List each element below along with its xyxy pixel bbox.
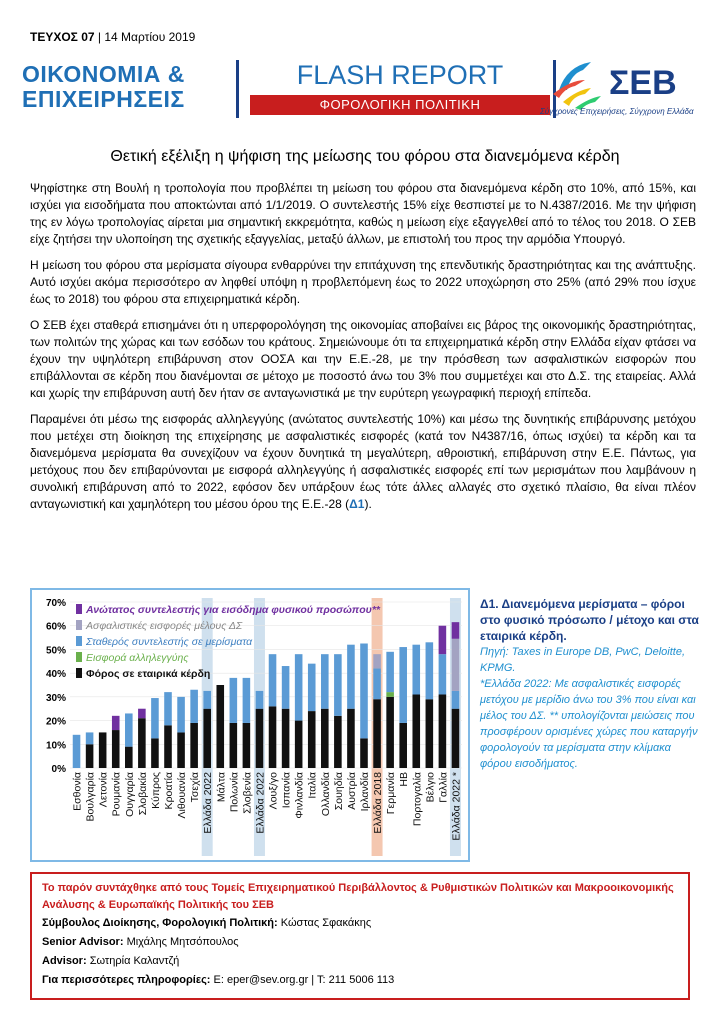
- bar-segment: [112, 730, 120, 768]
- category-label: Ισπανία: [280, 772, 293, 809]
- footer-adv-label: Advisor:: [42, 955, 87, 967]
- bar-segment: [452, 639, 460, 691]
- bar-segment: [125, 747, 133, 768]
- y-tick-label: 50%: [45, 645, 66, 657]
- bar-segment: [347, 645, 355, 709]
- paragraph-4-text: Παραμένει ότι μέσω της εισφοράς αλληλεγγύης (ανώτατος συντελεστής 10%) και μέσω της δυνητικής επιβάρυνσης μετόχου που μετέχει στη διοίκηση της επιχείρησης με ασφαλιστικές εισφορές (κατά τον N4387/16, όπως ισχύει) τα κέρδη και τα διανεμόμενα μερίσματα θα συνεχίζουν να έχουν δυνητικά τη μεγαλύτερη, αθροιστική, επιβάρυνση στην Ε.Ε. Πάντως, για μετόχους που δεν επιβαρύνονται με εισφορά αλληλεγγύης ή ασφαλιστικές εισφορές επί των μερισμάτων που λαμβάνουν η συνολική επιβάρυνση από το 2022, εφόσον δεν υπάρξουν έως τότε άλλες αλλαγές στο σχετικό πλαίσιο, θα είναι πλέον ανταγωνιστική και χαμηλότερη του μέσου όρου της Ε.Ε.-28 (: [30, 412, 696, 511]
- category-label: Φινλανδία: [293, 772, 306, 819]
- y-tick-label: 20%: [45, 716, 66, 728]
- legend-swatch: [76, 668, 82, 678]
- category-label: Πορτογαλία: [411, 772, 424, 827]
- figure-caption: [480, 596, 700, 772]
- bar-segment: [86, 744, 94, 768]
- bar-segment: [269, 654, 277, 706]
- bar-segment: [334, 716, 342, 768]
- y-tick-label: 30%: [45, 692, 66, 704]
- category-label: Ιταλία: [306, 772, 319, 799]
- bar-segment: [386, 652, 394, 692]
- y-tick-label: 60%: [45, 621, 66, 633]
- category-label: ΗΒ: [398, 772, 411, 787]
- stacked-bar-chart: [32, 590, 468, 860]
- figure-caption-title: Δ1. Διανεμόμενα μερίσματα – φόροι στο φυσικό πρόσωπο / μέτοχο και στα εταιρικά κέρδη.: [480, 597, 699, 643]
- category-label: Κροατία: [163, 772, 175, 810]
- category-label: Μάλτα: [215, 772, 228, 803]
- category-label: Κύπρος: [149, 772, 162, 809]
- bar-segment: [256, 709, 264, 768]
- bar-segment: [347, 709, 355, 768]
- footer-box: [30, 872, 690, 1000]
- footer-info-value: E: eper@sev.org.gr | T: 211 5006 113: [213, 974, 395, 986]
- bar-segment: [282, 666, 290, 709]
- y-tick-label: 10%: [45, 740, 66, 752]
- chart-frame: [30, 588, 470, 862]
- bar-segment: [373, 654, 381, 668]
- figure-caption-note: *Ελλάδα 2022: Με ασφαλιστικές εισφορές μετόχου με μερίδιο άνω του 3% που είναι και μέλος του ΔΣ. ** υπολογίζονται μειώσεις που προσφέρουν ορισμένες χώρες που καταργήν φορολογούν τα μερίσματα στην κλίμακα φόρου εισοδήματος.: [480, 678, 698, 770]
- category-label: Σουηδία: [332, 772, 345, 811]
- bar-segment: [412, 694, 420, 768]
- bar-segment: [334, 654, 342, 716]
- category-label: Εσθονία: [71, 772, 84, 811]
- bar-segment: [412, 645, 420, 695]
- legend-label: Σταθερός συντελεστής σε μερίσματα: [86, 636, 253, 648]
- category-label: Βέλγιο: [424, 772, 437, 803]
- legend-label: Ανώτατος συντελεστής για εισόδημα φυσικού προσώπου**: [86, 604, 380, 616]
- footer-info: [42, 971, 678, 990]
- brand-line-1: ΟΙΚΟΝΟΜΙΑ &: [22, 61, 185, 87]
- category-label: Σλοβακία: [136, 772, 149, 816]
- bar-segment: [190, 690, 198, 723]
- category-label: Γαλλία: [437, 772, 450, 803]
- issue-info: [30, 30, 195, 44]
- category-label: Λουξ/γο: [267, 772, 280, 810]
- bar-segment: [216, 685, 224, 768]
- divider-left: [236, 60, 239, 118]
- bar-segment: [282, 709, 290, 768]
- footer-adv-name: Σωτηρία Καλαντζή: [89, 955, 180, 967]
- bar-segment: [138, 718, 146, 768]
- category-label: Ουγγαρία: [123, 772, 136, 817]
- bar-segment: [439, 626, 447, 654]
- category-label: Σλοβενία: [241, 772, 254, 814]
- bar-segment: [203, 709, 211, 768]
- bar-segment: [230, 678, 238, 723]
- bar-segment: [360, 738, 368, 768]
- category-label: Τσεχία: [189, 772, 202, 803]
- paragraph-3: Ο ΣΕΒ έχει σταθερά επισημάνει ότι η υπερφορολόγηση της οικονομίας αποβαίνει εις βάρος της οικονομικής δραστηριότητας, των πολιτών της χώρας και των εσόδων του κράτους. Σημειώνουμε ότι τα επιχειρηματικά κέρδη στην Ελλάδα είχαν φτάσει να έχουν την υψηλότερη επιβάρυνση στον ΟΟΣΑ και την Ε.Ε.-28, με την πρόσθεση των ασφαλιστικών εισφορών που επιβάλλονται σε κέρδη που διανέμονται σε μέτοχο με ποσοστό άνω του 3% που συμμετέχει και στο Δ.Σ. της εταιρείας. Αλλά και χωρίς την επιβάρυνση αυτή δεν ήταν σε ανταγωνιστικά με την ευρύτερη γεωγραφική περιοχή επίπεδα.: [30, 318, 696, 400]
- flash-subtitle: ΦΟΡΟΛΟΓΙΚΗ ΠΟΛΙΤΙΚΗ: [250, 95, 550, 115]
- bar-segment: [99, 732, 107, 768]
- footer-adv: [42, 952, 678, 971]
- bar-segment: [399, 723, 407, 768]
- bar-segment: [426, 699, 434, 768]
- bar-segment: [151, 738, 159, 768]
- paragraph-2: Η μείωση του φόρου στα μερίσματα σίγουρα ενθαρρύνει την επιτάχυνση της επενδυτικής δραστηριότητας και της ανάπτυξης. Αυτό ισχύει ακόμα περισσότερο αν ληφθεί υπόψη η προβλεπόμενη έως το 2022 υποχώρηση στο 25% (από 29% που ίσχυε έως το 2018) του φόρου στα επιχειρηματικά κέρδη.: [30, 258, 696, 306]
- legend-swatch: [76, 620, 82, 630]
- article-title: Θετική εξέλιξη η ψήφιση της μείωσης του φόρου στα διανεμόμενα κέρδη: [110, 148, 620, 165]
- legend-swatch: [76, 652, 82, 662]
- bar-segment: [295, 654, 303, 720]
- bar-segment: [439, 654, 447, 694]
- y-tick-label: 70%: [45, 598, 66, 609]
- bar-segment: [295, 721, 303, 768]
- footer-advisor-label: Σύμβουλος Διοίκησης, Φορολογική Πολιτική:: [42, 917, 278, 929]
- flash-title: FLASH REPORT: [296, 60, 504, 90]
- category-label: Πολωνία: [228, 772, 241, 813]
- paragraph-1: Ψηφίστηκε στη Βουλή η τροπολογία που προβλέπει τη μείωση του φόρου στα διανεμόμενα κέρδη στο 10%, από 15%, και ισχύει για εισοδήματα που αποκτώνται από 1/1/2019. Ο συντελεστής 15% είχε θεσπιστεί με το Ν.4387/2016. Με την ψήφιση της εν λόγω τροπολογίας αίρεται μια σημαντική εκκρεμότητα, καθώς η μείωση είχε εξαγγελθεί από το τέλος του 2018. Ο ΣΕΒ είχε ζητήσει την υλοποίηση της σχετικής εξαγγελίας, μεταξύ άλλων, με επιστολή του προς την αρμόδια Υπουργό.: [30, 181, 696, 246]
- bar-segment: [308, 711, 316, 768]
- brand-line-2: ΕΠΙΧΕΙΡΗΣΕΙΣ: [22, 86, 185, 112]
- bar-segment: [203, 691, 211, 709]
- bar-segment: [73, 735, 81, 768]
- category-label: Ολλανδία: [319, 772, 332, 817]
- bar-segment: [321, 709, 329, 768]
- bar-segment: [164, 692, 172, 725]
- bar-segment: [386, 692, 394, 697]
- bar-segment: [308, 664, 316, 711]
- logo-text: ΣΕΒ: [609, 64, 677, 102]
- footer-senior-name: Μιχάλης Μητσόπουλος: [126, 936, 239, 948]
- issue-date: | 14 Μαρτίου 2019: [97, 30, 196, 44]
- category-label: Ελλάδα 2022: [254, 772, 267, 834]
- bar-segment: [125, 713, 133, 746]
- legend-swatch: [76, 604, 82, 614]
- footer-advisor: [42, 914, 678, 933]
- bar-segment: [112, 716, 120, 730]
- category-label: Αυστρία: [345, 772, 358, 810]
- figure-caption-source: Πηγή: Taxes in Europe DB, PwC, Deloitte, KPMG.: [480, 646, 686, 674]
- category-label: Ελλάδα 2018: [372, 772, 385, 834]
- bar-segment: [452, 622, 460, 639]
- category-label: Ιρλανδία: [359, 772, 371, 812]
- paragraph-4-end: ).: [364, 497, 372, 511]
- bar-segment: [452, 691, 460, 709]
- bar-segment: [386, 697, 394, 768]
- category-label: Λιθουανία: [176, 772, 189, 819]
- category-label: Γερμανία: [385, 772, 398, 815]
- y-tick-label: 0%: [51, 764, 66, 775]
- bar-segment: [177, 732, 185, 768]
- y-tick-label: 40%: [45, 669, 66, 681]
- bar-segment: [177, 697, 185, 733]
- legend-swatch: [76, 636, 82, 646]
- bar-segment: [452, 709, 460, 768]
- bar-segment: [164, 725, 172, 768]
- bar-segment: [269, 706, 277, 768]
- bar-segment: [151, 698, 159, 738]
- bar-segment: [426, 642, 434, 699]
- legend-label: Ασφαλιστικές εισφορές μέλους ΔΣ: [86, 620, 243, 632]
- category-label: Λετονία: [97, 772, 110, 808]
- footer-senior: [42, 933, 678, 952]
- bar-segment: [373, 668, 381, 699]
- bar-segment: [138, 709, 146, 718]
- bar-segment: [256, 691, 264, 709]
- bar-segment: [190, 723, 198, 768]
- category-label: Ρουμανία: [110, 772, 123, 817]
- brand-title: [22, 62, 185, 112]
- bar-segment: [230, 723, 238, 768]
- logo-tagline: Σύγχρονες Επιχειρήσεις, Σύγχρονη Ελλάδα: [540, 107, 694, 116]
- footer-advisor-name: Κώστας Σφακάκης: [280, 917, 372, 929]
- category-label: Ελλάδα 2022: [202, 772, 215, 834]
- footer-info-label: Για περισσότερες πληροφορίες:: [42, 974, 211, 986]
- logo-swirl-icon: [553, 62, 601, 110]
- bar-segment: [243, 678, 251, 723]
- legend-label: Εισφορά αλληλεγγύης: [86, 652, 189, 664]
- category-label: Βουλγαρία: [84, 772, 97, 822]
- bar-segment: [399, 647, 407, 723]
- bar-segment: [86, 732, 94, 744]
- category-label: Ελλάδα 2022 *: [450, 772, 463, 841]
- footer-intro: Το παρόν συντάχθηκε από τους Τομείς Επιχειρηματικού Περιβάλλοντος & Ρυθμιστικών Πολιτικών και Μακροοικονομικής Ανάλυσης & Ευρωπαϊκής Πολιτικής του ΣΕΒ: [42, 882, 674, 911]
- bar-segment: [321, 654, 329, 709]
- article-body: [30, 180, 696, 522]
- bar-segment: [439, 694, 447, 768]
- bar-segment: [373, 699, 381, 768]
- issue-label: ΤΕΥΧΟΣ 07: [30, 30, 95, 44]
- legend-label: Φόρος σε εταιρικά κέρδη: [86, 668, 211, 680]
- figure-reference: Δ1: [349, 497, 365, 511]
- paragraph-4: [30, 411, 696, 513]
- bar-segment: [360, 644, 368, 739]
- footer-senior-label: Senior Advisor:: [42, 936, 124, 948]
- bar-segment: [243, 723, 251, 768]
